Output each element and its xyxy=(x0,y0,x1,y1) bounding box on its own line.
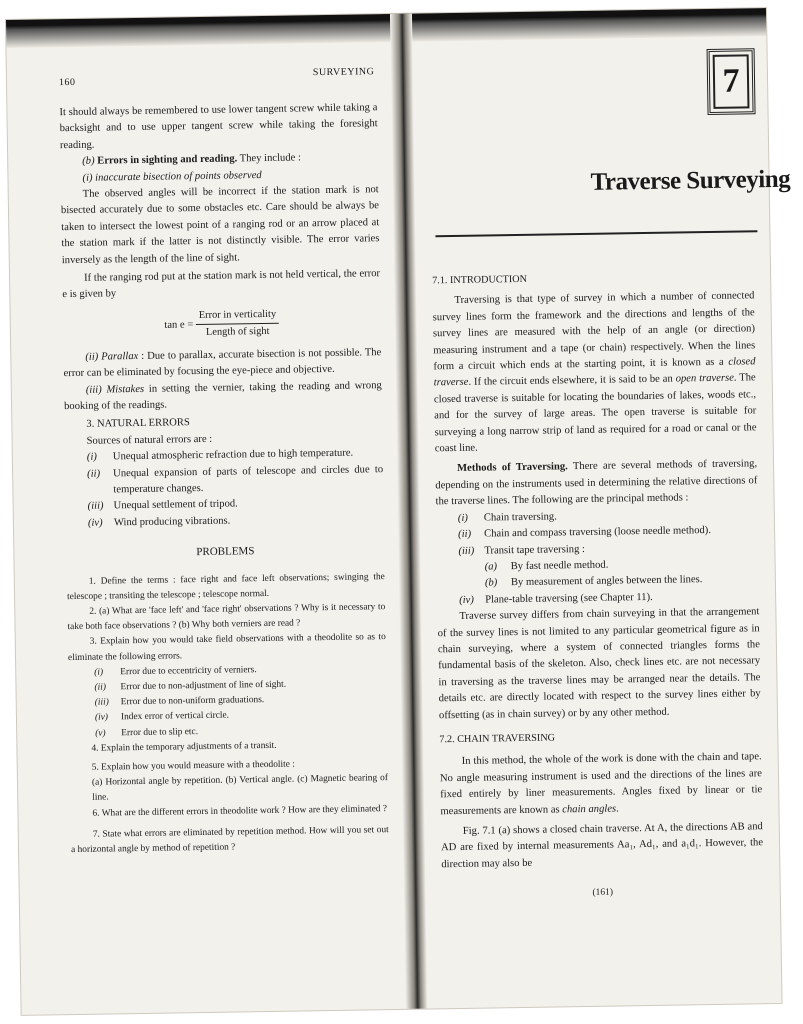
paragraph: If the ranging rod put at the station mark is not held vertical, the error e is given by xyxy=(62,268,381,301)
methods-list xyxy=(436,506,760,609)
list-item: (iv) Wind producing vibrations. xyxy=(87,515,231,529)
problem-item: 3. Explain how you would take field observations with a theodolite so as to eliminate the following errors. xyxy=(67,632,386,663)
list-item: (iv) Index error of vertical circle. xyxy=(94,710,230,724)
list-item: (ii) Error due to non-adjustment of line of sight. xyxy=(94,679,287,693)
list-item: (i) Error due to eccentricity of verniers. xyxy=(94,664,257,678)
problems-heading: PROBLEMS xyxy=(196,545,255,559)
problems-list xyxy=(67,570,389,859)
paragraph: The observed angles will be incorrect if the station mark is not bisected accurately due to some obstacles etc. Care should be always be taken to intersect the lowest point of a ranging rod or an arrow placed at the station mark if the latter is not distinctly visible. The error varies inversely as the length of the line of sight. xyxy=(60,184,380,266)
page-number: 160 xyxy=(58,76,76,89)
running-head: SURVEYING xyxy=(312,66,375,79)
chapter-title: Traverse Surveying xyxy=(590,165,791,196)
formula-fraction xyxy=(196,307,280,342)
paragraph-methods: Methods of Traversing. There are several methods of traversing, depending on the instruments used in determining the relative directions of the traverse lines. The following are the principal methods : xyxy=(435,458,758,508)
problem-item: 1. Define the terms : face right and face left observations; swinging the telescope ; transiting the telescope ; telescope normal. xyxy=(66,571,385,602)
section-heading-7-2: 7.2. CHAIN TRAVERSING xyxy=(439,732,556,746)
list-item: (v) Error due to slip etc. xyxy=(95,726,199,739)
sub-methods-list xyxy=(459,555,759,593)
paragraph-mistakes: (iii) Mistakes in setting the vernier, taking the reading and wrong booking of the readings. xyxy=(63,379,382,413)
list-item: (i) Chain traversing. xyxy=(457,511,557,524)
problem-item: 7. State what errors are eliminated by repetition method. How will you set out a horizontal angle by method of repetition ? xyxy=(70,824,389,856)
problem-subitems xyxy=(68,661,387,742)
list-item: (b) By measurement of angles between the lines. xyxy=(484,574,703,589)
list-item: (a) By fast needle method. xyxy=(484,559,609,573)
section-heading-7-1: 7.1. INTRODUCTION xyxy=(432,273,528,287)
formula-lhs: tan e = xyxy=(164,319,194,331)
problem-item: 4. Explain the temporary adjustments of a transit. xyxy=(91,740,277,754)
paragraph: Sources of natural errors are : xyxy=(86,433,213,447)
subheading-i: (i) inaccurate bisection of points observed xyxy=(82,169,262,184)
list-item: (ii) Unequal expansion of parts of telescope and circles due to temperature changes. xyxy=(87,463,384,496)
paragraph-differs: Traverse survey differs from chain surveying in that the arrangement of the survey lines is not limited to any particular geometrical figure as in chain surveying, where a system of connected triangles forms the fundamental basis of the skeleton. Also, check lines etc. are not necessary in traversing as the traverse lines may be arranged near the details. The details etc. are directly located with respect to the survey lines either by offsetting (as in chain survey) or by any other method. xyxy=(437,606,761,721)
right-page xyxy=(412,8,791,1008)
list-item: (iii) Error due to non-uniform graduations. xyxy=(94,695,265,708)
left-page xyxy=(6,14,406,1015)
list-item: (ii) Chain and compass traversing (loose needle method). xyxy=(458,525,712,541)
right-text-block xyxy=(432,268,764,904)
list-item: (i) Unequal atmospheric refraction due to high temperature. xyxy=(86,447,354,463)
section-heading-natural-errors: 3. NATURAL ERRORS xyxy=(86,417,190,431)
problem-item: 2. (a) What are 'face left' and 'face right' observations ? Why is it necessary to take both face observations ? (b) Why both verniers are read ? xyxy=(67,602,386,633)
paragraph-chain-traversing: In this method, the whole of the work is done with the chain and tape. No angle measuring instrument is used and the directions of the lines are fixed entirely by liner measurements. Angles fixed by linear or tie measurements are known as chain angles. xyxy=(439,751,763,817)
natural-errors-list xyxy=(65,445,384,532)
paragraph: It should always be remembered to use lower tangent screw while taking a backsight and to use upper tangent screw while taking the foresight reading. xyxy=(59,102,378,151)
list-item: (iii) Transit tape traversing : xyxy=(458,543,585,557)
book-spread xyxy=(6,8,791,1015)
folio: (161) xyxy=(592,887,614,899)
chapter-number-box xyxy=(707,48,756,115)
paragraph-fig-7-1: Fig. 7.1 (a) shows a closed chain traverse. At A, the directions AB and AD are fixed by internal measurements Aa₁, Ad₁, and a₁d₁. However, the direction may also be xyxy=(440,821,764,871)
list-item: (iii) Unequal settlement of tripod. xyxy=(87,498,238,513)
problem-item: 5. Explain how you would measure with a theodolite : xyxy=(91,759,295,773)
problem-item: (a) Horizontal angle by repetition. (b) Vertical angle. (c) Magnetic bearing of line. xyxy=(91,773,389,804)
title-rule xyxy=(435,230,757,237)
chapter-number: 7 xyxy=(713,54,750,109)
left-text-block xyxy=(59,100,389,858)
formula-numerator: Error in verticality xyxy=(196,307,280,326)
paragraph-parallax: (ii) Parallax : Due to parallax, accurate bisection is not possible. The error can be eliminated by focusing the eye-piece and objective. xyxy=(63,346,382,380)
paragraph-introduction: Traversing is that type of survey in which a number of connected survey lines form the framework and the directions and lengths of the survey lines are measured with the help of an angle (or direction) measuring instrument and a tape (or chain) respectively. When the lines form a circuit which ends at the starting point, it is known as a closed traverse. If the circuit ends elsewhere, it is said to be an open traverse. The closed traverse is suitable for locating the boundaries of lakes, woods etc., and for the survey of large areas. The open traverse is suitable for surveying a long narrow strip of land as required for a road or canal or the coast line. xyxy=(432,290,757,455)
formula xyxy=(63,305,381,344)
list-item: (iv) Plane-table traversing (see Chapter 11). xyxy=(459,591,653,606)
problem-item: 6. What are the different errors in theodolite work ? How are they eliminated ? xyxy=(92,803,388,819)
subheading-b: (b) Errors in sighting and reading. They include : xyxy=(82,152,301,168)
formula-denominator: Length of sight xyxy=(205,326,270,339)
